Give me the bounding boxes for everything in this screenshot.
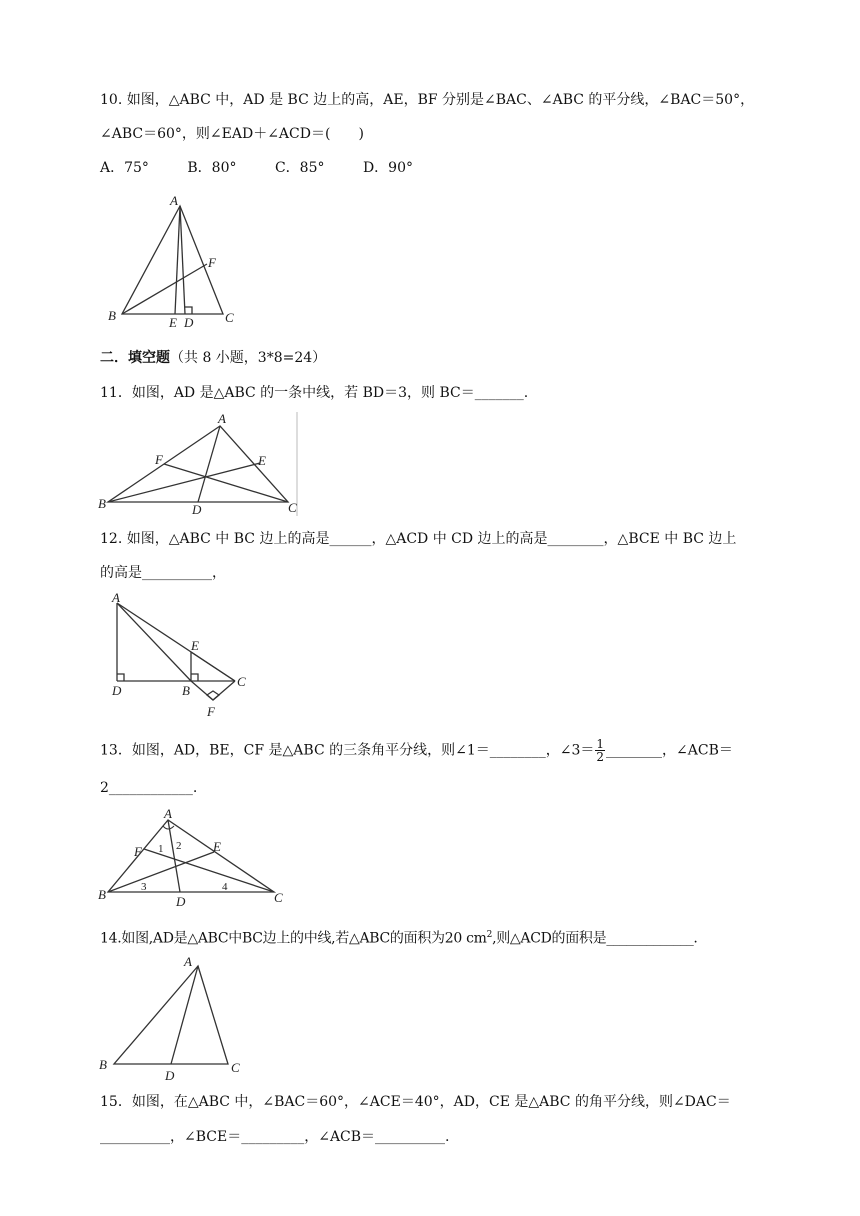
q13-fraction-denominator: 2	[596, 750, 605, 764]
q10-label-a: A	[170, 193, 178, 208]
q10-options	[100, 158, 447, 178]
q11-label-e: E	[258, 453, 266, 468]
q13-label-d: D	[176, 894, 186, 909]
q12-right-angle-d	[117, 674, 124, 681]
q14-label-c: C	[231, 1060, 240, 1075]
q12-label-d: D	[112, 683, 122, 698]
q11-label-c: C	[288, 500, 297, 515]
section2-title: 二．填空题	[100, 350, 170, 366]
q13-triangle-figure	[98, 805, 288, 910]
q13-label-a: A	[164, 806, 172, 821]
section2-heading	[100, 348, 326, 368]
q11-median-be	[108, 463, 260, 502]
q12-triangle-figure	[100, 585, 260, 725]
q12-line1: 12. 如图，△ABC 中 BC 边上的高是______，△ACD 中 CD 边上的高是________，△BCE 中 BC 边上	[100, 531, 737, 547]
q13-angle-3: 3	[141, 881, 147, 893]
q13-line1	[100, 738, 733, 763]
q10-option-b: B．80°	[187, 160, 237, 176]
q13-line1-start: 13．如图，AD，BE，CF 是△ABC 的三条角平分线，则∠1＝________，∠3＝	[100, 742, 595, 759]
q11-median-ad	[198, 426, 220, 502]
q12-label-a: A	[112, 590, 120, 605]
q10-option-c: C．85°	[274, 160, 325, 176]
q13-label-b: B	[98, 887, 106, 902]
q10-right-angle-mark	[185, 307, 192, 314]
q14-triangle-figure	[96, 948, 256, 1083]
q11-label-d: D	[192, 502, 202, 517]
section2-note: （共 8 小题，3*8=24）	[170, 350, 327, 366]
q14-text-start: 14.如图,AD是△ABC中BC边上的中线,若△ABC的面积为20 cm	[100, 930, 487, 947]
q11-label-b: B	[98, 496, 106, 511]
q13-fraction-numerator: 1	[596, 737, 605, 751]
q10-option-a: A．75°	[100, 160, 149, 176]
q14-label-b: B	[99, 1057, 107, 1072]
q11-text: 11．如图，AD 是△ABC 的一条中线，若 BD＝3，则 BC＝_______.	[100, 385, 529, 401]
q12-right-angle-b	[191, 674, 198, 681]
q14-superscript: 2	[486, 930, 493, 940]
q10-option-d: D．90°	[362, 160, 413, 176]
q14-triangle	[114, 966, 228, 1064]
q10-label-b: B	[108, 308, 116, 323]
q10-label-f: F	[208, 255, 216, 270]
q13-fraction	[595, 738, 605, 763]
q12-right-angle-f	[207, 691, 219, 700]
q12-label-b: B	[182, 683, 190, 698]
q14-text-end: ,则△ACD的面积是_____________.	[492, 930, 698, 947]
q13-label-e: E	[213, 839, 221, 854]
q13-line1-end: ________，∠ACB＝	[606, 742, 733, 759]
q11-label-f: F	[155, 452, 163, 467]
q15-line1: 15．如图，在△ABC 中，∠BAC＝60°，∠ACE＝40°，AD，CE 是△ABC 的角平分线，则∠DAC＝	[100, 1094, 731, 1110]
q14-median-ad	[171, 966, 198, 1064]
q12-label-c: C	[237, 674, 246, 689]
q13-line2: 2____________.	[100, 780, 198, 796]
q13-angle-4: 4	[222, 881, 228, 893]
q13-label-f: F	[134, 844, 142, 859]
q10-altitude-ad	[180, 206, 185, 314]
q11-triangle-figure	[96, 408, 301, 518]
q10-label-e: E	[169, 315, 177, 330]
q10-label-d: D	[184, 315, 194, 330]
q12-segment-ab	[117, 603, 191, 681]
q14-label-d: D	[165, 1068, 175, 1083]
q11-label-a: A	[218, 411, 226, 426]
q14-text	[100, 925, 698, 949]
q10-line1: 10. 如图，△ABC 中，AD 是 BC 边上的高，AE，BF 分别是∠BAC、∠ABC 的平分线，∠BAC＝50°，	[100, 92, 755, 108]
q14-label-a: A	[184, 954, 192, 969]
q13-angle-1: 1	[158, 843, 164, 855]
q13-label-c: C	[274, 890, 283, 905]
q13-bisector-ad	[168, 820, 180, 892]
q13-angle-2: 2	[176, 840, 182, 852]
q10-label-c: C	[225, 310, 234, 325]
q15-line2: __________，∠BCE＝_________，∠ACB＝__________.	[100, 1129, 450, 1145]
q10-bisector-ae	[175, 206, 180, 314]
q12-label-e: E	[191, 638, 199, 653]
q12-line2: 的高是__________，	[100, 565, 226, 581]
q12-label-f: F	[207, 704, 215, 719]
q10-triangle-figure	[100, 190, 250, 335]
q13-triangle	[108, 820, 274, 892]
q10-line2: ∠ABC＝60°，则∠EAD＋∠ACD＝( )	[100, 126, 364, 142]
